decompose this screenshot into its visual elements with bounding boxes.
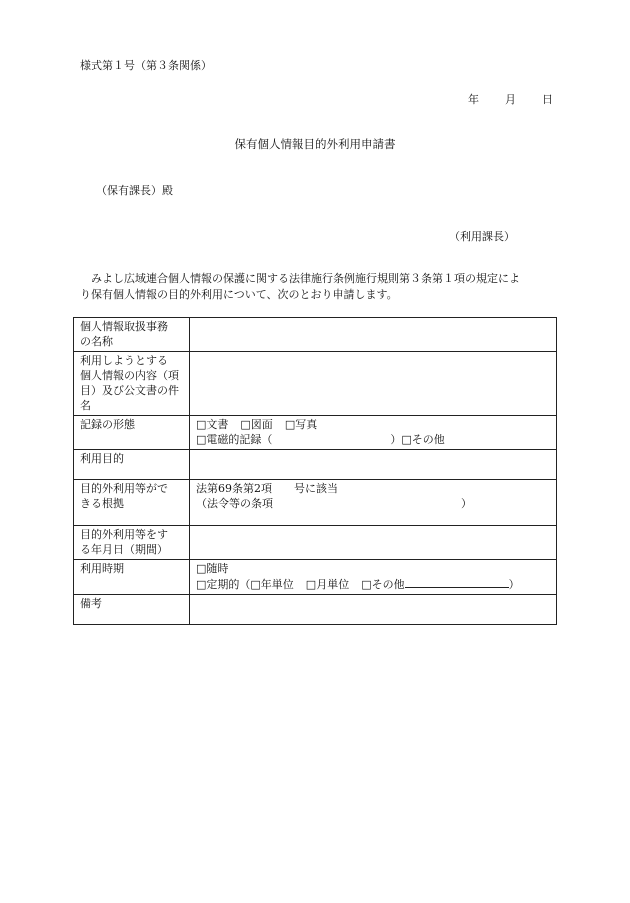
checkbox-timing-other[interactable]: □その他 bbox=[361, 578, 405, 591]
applicant: （利用課長） bbox=[449, 230, 515, 243]
intro-line-1: みよし広域連合個人情報の保護に関する法律施行条例施行規則第３条第１項の規定によ bbox=[91, 272, 520, 285]
date-day: 日 bbox=[542, 93, 553, 106]
checkbox-electronic[interactable]: □電磁的記録（ bbox=[196, 433, 273, 446]
row-label: 目的外利用等がで きる根拠 bbox=[74, 480, 190, 526]
checkbox-periodic-yearly[interactable]: □定期的（□年単位 bbox=[196, 578, 294, 591]
checkbox-document[interactable]: □文書 bbox=[196, 418, 229, 431]
checkbox-photo[interactable]: □写真 bbox=[284, 418, 318, 431]
table-row bbox=[74, 416, 557, 450]
purpose-field[interactable] bbox=[190, 450, 557, 480]
date-year: 年 bbox=[468, 93, 479, 106]
table-row bbox=[74, 352, 557, 416]
table-row bbox=[74, 595, 557, 625]
legal-basis-cell: 法第69条第2項 号に該当 （法令等の条項 ） bbox=[190, 480, 557, 526]
table-row bbox=[74, 526, 557, 560]
record-format-cell: □文書 □図面 □写真 □電磁的記録（ ）□その他 bbox=[190, 416, 557, 450]
addressee: （保有課長）殿 bbox=[96, 184, 173, 197]
date-line bbox=[468, 91, 553, 107]
period-field[interactable] bbox=[190, 526, 557, 560]
table-row bbox=[74, 480, 557, 526]
row-label: 利用時期 bbox=[74, 560, 190, 595]
intro-paragraph bbox=[80, 271, 560, 303]
date-month: 月 bbox=[505, 93, 516, 106]
row-label: 利用目的 bbox=[74, 450, 190, 480]
table-row bbox=[74, 450, 557, 480]
table-row bbox=[74, 318, 557, 352]
checkbox-anytime[interactable]: □随時 bbox=[196, 562, 229, 575]
remarks-field[interactable] bbox=[190, 595, 557, 625]
table-row bbox=[74, 560, 557, 595]
checkbox-drawing[interactable]: □図面 bbox=[240, 418, 273, 431]
other-blank-line[interactable] bbox=[405, 576, 509, 588]
row-label: 記録の形態 bbox=[74, 416, 190, 450]
page-title: 保有個人情報目的外利用申請書 bbox=[234, 137, 396, 151]
office-name-field[interactable] bbox=[190, 318, 557, 352]
row-label: 目的外利用等をす る年月日（期間） bbox=[74, 526, 190, 560]
checkbox-other[interactable]: □その他 bbox=[401, 433, 445, 446]
application-table bbox=[73, 317, 557, 625]
form-number: 様式第１号（第３条関係） bbox=[80, 59, 212, 72]
checkbox-monthly[interactable]: □月単位 bbox=[305, 578, 350, 591]
timing-cell: □随時 □定期的（□年単位 □月単位 □その他 ） bbox=[190, 560, 557, 595]
row-label: 個人情報取扱事務 の名称 bbox=[74, 318, 190, 352]
law-article: 法第69条第2項 bbox=[196, 482, 272, 495]
row-label: 備考 bbox=[74, 595, 190, 625]
intro-line-2: り保有個人情報の目的外利用について、次のとおり申請します。 bbox=[80, 288, 398, 301]
info-content-field[interactable] bbox=[190, 352, 557, 416]
row-label: 利用しようとする 個人情報の内容（項 目）及び公文書の件 名 bbox=[74, 352, 190, 416]
